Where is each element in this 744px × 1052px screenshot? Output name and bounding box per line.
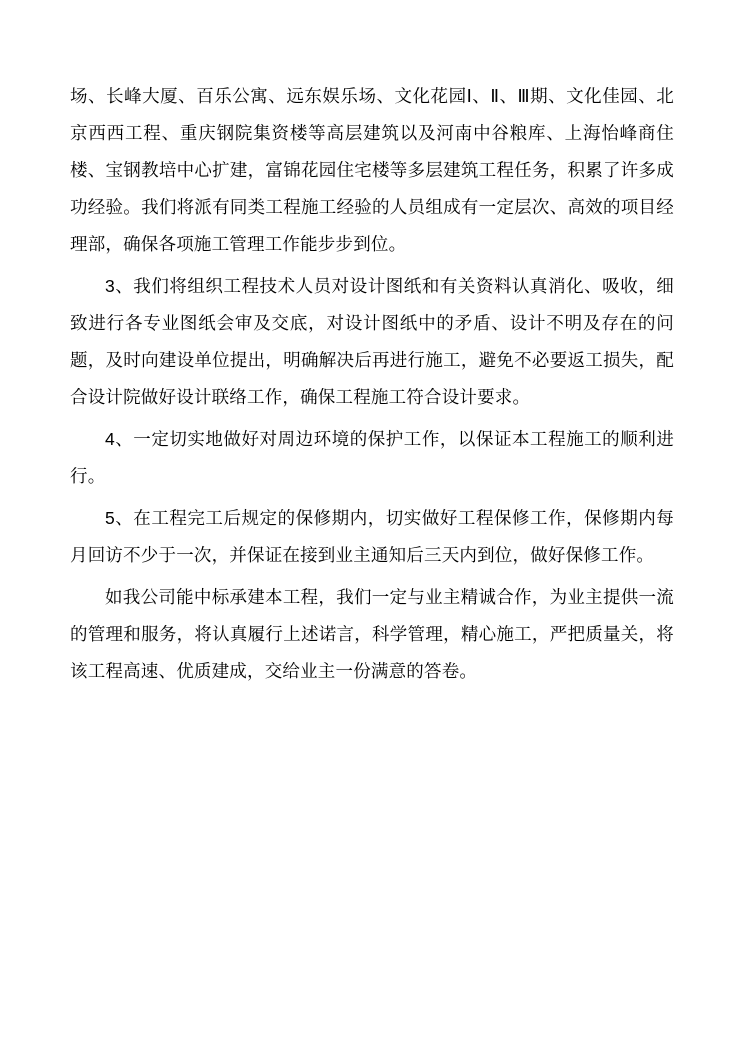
document-body — [70, 78, 674, 690]
paragraph-continued-projects: 场、长峰大厦、百乐公寓、远东娱乐场、文化花园Ⅰ、Ⅱ、Ⅲ期、文化佳园、北京西西工程、重庆钢院集资楼等高层建筑以及河南中谷粮库、上海怡峰商住楼、宝钢教培中心扩建，富锦花园住宅楼等多层建筑工程任务，积累了许多成功经验。我们将派有同类工程施工经验的人员组成有一定层次、高效的项目经理部，确保各项施工管理工作能步步到位。 — [70, 86, 674, 254]
paragraph-item-3: 3、我们将组织工程技术人员对设计图纸和有关资料认真消化、吸收，细致进行各专业图纸会审及交底，对设计图纸中的矛盾、设计不明及存在的问题，及时向建设单位提出，明确解决后再进行施工，避免不必要返工损失，配合设计院做好设计联络工作，确保工程施工符合设计要求。 — [70, 276, 674, 407]
paragraph-closing: 如我公司能中标承建本工程，我们一定与业主精诚合作，为业主提供一流的管理和服务，将认真履行上述诺言，科学管理，精心施工，严把质量关，将该工程高速、优质建成，交给业主一份满意的答卷。 — [70, 587, 674, 681]
paragraph-item-4: 4、一定切实地做好对周边环境的保护工作，以保证本工程施工的顺利进行。 — [70, 429, 674, 486]
paragraph-item-5: 5、在工程完工后规定的保修期内，切实做好工程保修工作，保修期内每月回访不少于一次，并保证在接到业主通知后三天内到位，做好保修工作。 — [70, 508, 674, 565]
